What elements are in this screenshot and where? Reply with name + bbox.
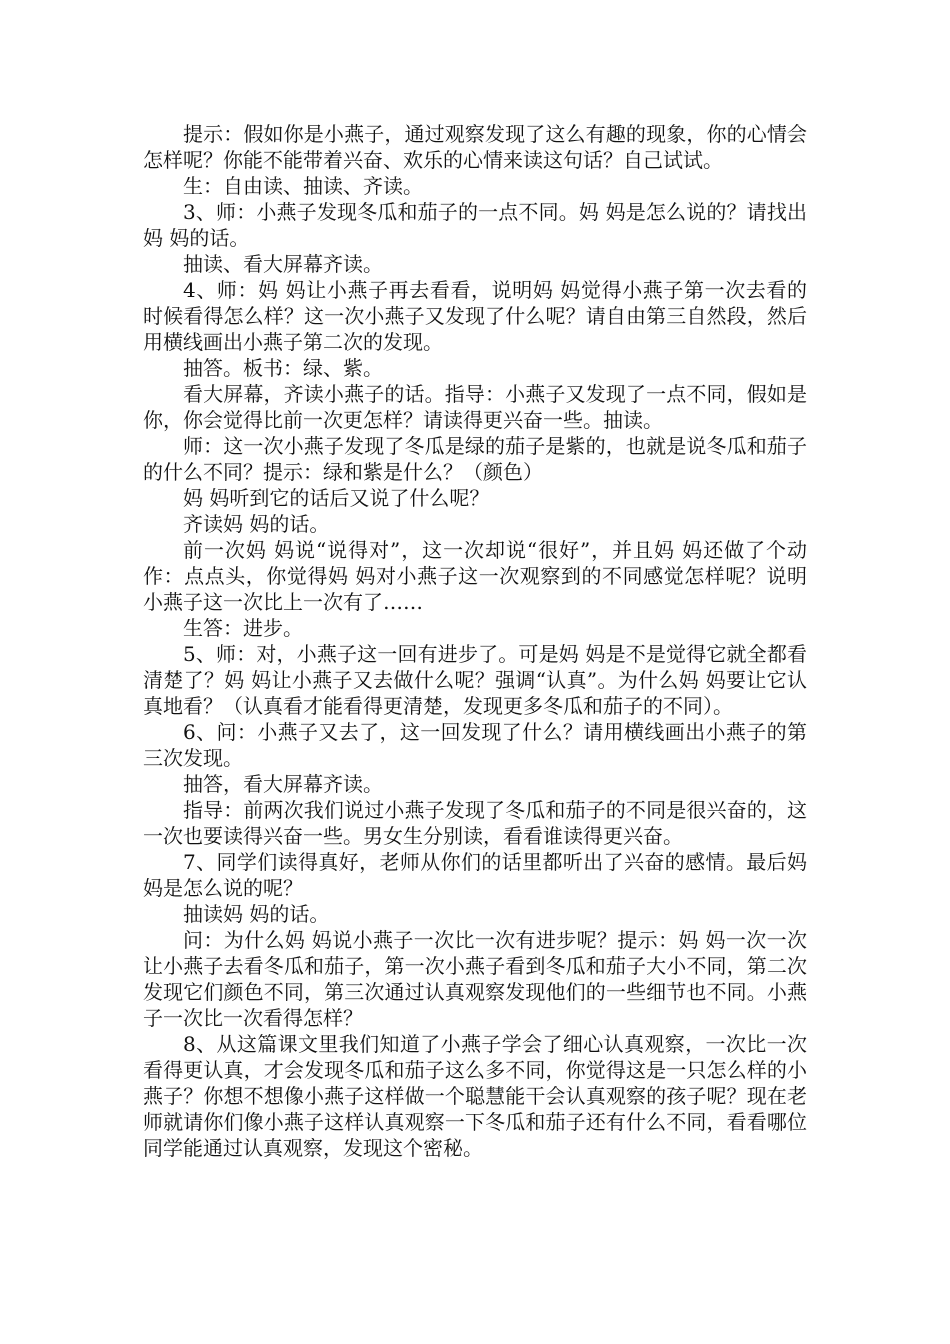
paragraph: 3、师：小燕子发现冬瓜和茄子的一点不同。妈 妈是怎么说的？请找出妈 妈的话。	[143, 200, 807, 250]
paragraph: 8、从这篇课文里我们知道了小燕子学会了细心认真观察，一次比一次看得更认真，才会发现冬瓜和茄子这么多不同，你觉得这是一只怎么样的小燕子？你想不想像小燕子这样做一个聪慧能干会认真观察的孩子呢？现在老师就请你们像小燕子这样认真观察一下冬瓜和茄子还有什么不同，看看哪位同学能通过认真观察，发现这个密秘。	[143, 1032, 807, 1160]
paragraph: 看大屏幕，齐读小燕子的话。指导：小燕子又发现了一点不同，假如是你，你会觉得比前一次更怎样？请读得更兴奋一些。抽读。	[143, 382, 807, 432]
paragraph: 指导：前两次我们说过小燕子发现了冬瓜和茄子的不同是很兴奋的，这一次也要读得兴奋一些。男女生分别读，看看谁读得更兴奋。	[143, 798, 807, 848]
document-body	[143, 121, 814, 1161]
paragraph: 生：自由读、抽读、齐读。	[183, 174, 423, 198]
paragraph: 4、师：妈 妈让小燕子再去看看，说明妈 妈觉得小燕子第一次去看的时候看得怎么样？这一次小燕子又发现了什么呢？请自由第三自然段，然后用横线画出小燕子第二次的发现。	[143, 278, 807, 354]
paragraph: 抽读、看大屏幕齐读。	[183, 252, 383, 276]
paragraph: 前一次妈 妈说“说得对”，这一次却说“很好”，并且妈 妈还做了个动作：点点头，你觉得妈 妈对小燕子这一次观察到的不同感觉怎样呢？说明小燕子这一次比上一次有了……	[143, 538, 807, 614]
paragraph: 提示：假如你是小燕子，通过观察发现了这么有趣的现象，你的心情会怎样呢？你能不能带着兴奋、欢乐的心情来读这句话？自己试试。	[143, 122, 807, 172]
paragraph: 问：为什么妈 妈说小燕子一次比一次有进步呢？提示：妈 妈一次一次让小燕子去看冬瓜和茄子，第一次小燕子看到冬瓜和茄子大小不同，第二次发现它们颜色不同，第三次通过认真观察发现他们的一些细节也不同。小燕子一次比一次看得怎样？	[143, 928, 807, 1030]
paragraph: 师：这一次小燕子发现了冬瓜是绿的茄子是紫的，也就是说冬瓜和茄子的什么不同？提示：绿和紫是什么？（颜色）	[143, 434, 807, 484]
paragraph: 5、师：对，小燕子这一回有进步了。可是妈 妈是不是觉得它就全都看清楚了？妈 妈让小燕子又去做什么呢？强调“认真”。为什么妈 妈要让它认真地看？（认真看才能看得更清楚，发现更多冬瓜和茄子的不同）。	[143, 642, 807, 718]
paragraph: 7、同学们读得真好，老师从你们的话里都听出了兴奋的感情。最后妈 妈是怎么说的呢？	[143, 850, 814, 900]
paragraph: 齐读妈 妈的话。	[183, 512, 330, 536]
paragraph: 抽答。板书：绿、紫。	[183, 356, 383, 380]
paragraph: 6、问：小燕子又去了，这一回发现了什么？请用横线画出小燕子的第三次发现。	[143, 720, 807, 770]
paragraph: 抽答，看大屏幕齐读。	[183, 772, 383, 796]
paragraph: 妈 妈听到它的话后又说了什么呢？	[183, 486, 490, 510]
paragraph: 生答：进步。	[183, 616, 303, 640]
paragraph: 抽读妈 妈的话。	[183, 902, 330, 926]
